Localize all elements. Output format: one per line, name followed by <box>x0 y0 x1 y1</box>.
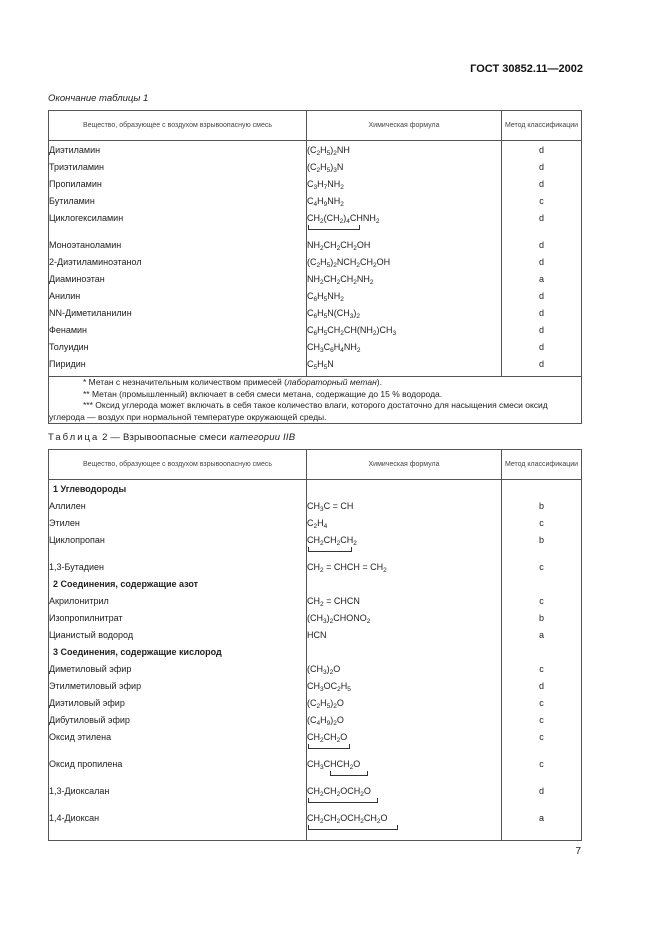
formula: $C_5H_5N$ <box>307 359 334 371</box>
table-row: 1,4-Диоксан $CH_2CH_2OCH_2CH_2O$ a <box>49 813 582 841</box>
table1-col-substance: Вещество, образующее с воздухом взрывоопасную смесь <box>49 111 307 141</box>
table2-col-substance: Вещество, образующее с воздухом взрывоопасную смесь <box>49 450 307 480</box>
formula: $CH_2CH_2CH_2$ <box>307 535 357 549</box>
table-row: Диметиловый эфир $(CH_3)_2O$ c <box>49 664 582 681</box>
formula: $(C_4H_9)_2O$ <box>307 715 344 727</box>
table-row: 1,3-Бутадиен $CH_2$ = CHCH = $CH_2$ c <box>49 562 582 579</box>
formula: $NH_2CH_2CH_2NH_2$ <box>307 274 374 286</box>
table2-col-method: Метод классификации <box>502 450 582 480</box>
formula: $(CH_3)_2CHONO_2$ <box>307 613 371 625</box>
table1-col-formula: Химическая формула <box>307 111 502 141</box>
table2-col-formula: Химическая формула <box>307 450 502 480</box>
formula: $(C_2H_5)_2NH$ <box>307 145 350 157</box>
table-row: Оксид пропилена $CH_3CHCH_2O$ c <box>49 759 582 786</box>
table-row: Изопропилнитрат $(CH_3)_2CHONO_2$ b <box>49 613 582 630</box>
table2-caption: Таблица 2 — Взрывоопасные смеси категории IIB <box>48 432 296 443</box>
table-row: Моноэтаноламин $NH_2CH_2CH_2OH$ d <box>49 240 582 257</box>
section-row: 3 Соединения, содержащие кислород <box>49 647 582 664</box>
table2 <box>48 449 582 841</box>
table-row: Этилен $C_2H_4$ c <box>49 518 582 535</box>
formula: $CH_3C$ = CH <box>307 501 354 513</box>
table1-notes: * Метан с незначительным количеством примесей (лабораторный метан). ** Метан (промышленный) включает в себя смеси метана, содержащие до 15 % водорода. *** Оксид углерода может включать в себя такое количество влаги, которого достаточно для насыщения смеси оксид углерода — воздух при нормальной температуре окружающей среды. <box>49 377 582 424</box>
table-row: Анилин $C_6H_5NH_2$ d <box>49 291 582 308</box>
table-row: Диэтиламин $(C_2H_5)_2NH$ d <box>49 141 582 163</box>
table-row: Акрилонитрил $CH_2$ = CHCN c <box>49 596 582 613</box>
table-row: Этилметиловый эфир $CH_3OC_2H_5$ d <box>49 681 582 698</box>
table-row: Дибутиловый эфир $(C_4H_9)_2O$ c <box>49 715 582 732</box>
formula: $C_4H_9NH_2$ <box>307 196 344 208</box>
table1-caption: Окончание таблицы 1 <box>48 93 149 104</box>
formula: $NH_2CH_2CH_2OH$ <box>307 240 371 252</box>
document-header: ГОСТ 30852.11—2002 <box>470 63 583 75</box>
formula: $(C_2H_5)_2NCH_2CH_2OH$ <box>307 257 391 269</box>
formula: $CH_3C_6H_4NH_2$ <box>307 342 361 354</box>
formula: $CH_2$ = CHCN <box>307 596 360 608</box>
formula: $CH_3CHCH_2O$ <box>307 759 360 773</box>
formula: $(C_2H_5)_2O$ <box>307 698 344 710</box>
formula: $C_6H_5N(CH_3)_2$ <box>307 308 360 320</box>
table1 <box>48 110 582 424</box>
table-row: Диэтиловый эфир $(C_2H_5)_2O$ c <box>49 698 582 715</box>
formula: $CH_2CH_2OCH_2O$ <box>307 786 371 800</box>
section-row: 1 Углеводороды <box>49 480 582 502</box>
formula: $(CH_3)_2O$ <box>307 664 341 676</box>
page-number: 7 <box>575 846 581 857</box>
table-row: Пиридин $C_5H_5N$ d <box>49 359 582 377</box>
table-row: 2-Диэтиламиноэтанол $(C_2H_5)_2NCH_2CH_2OH$ d <box>49 257 582 274</box>
table-row: 1,3-Диоксалан $CH_2CH_2OCH_2O$ d <box>49 786 582 813</box>
table-row: Фенамин $C_6H_5CH_2CH(NH_2)CH_3$ d <box>49 325 582 342</box>
table-row: Толуидин $CH_3C_6H_4NH_2$ d <box>49 342 582 359</box>
table-row: Пропиламин $C_3H_7NH_2$ d <box>49 179 582 196</box>
table-row: Оксид этилена $CH_2CH_2O$ c <box>49 732 582 759</box>
table-row: Бутиламин $C_4H_9NH_2$ c <box>49 196 582 213</box>
table-row: Триэтиламин $(C_2H_5)_3N$ d <box>49 162 582 179</box>
table-row: Циклогексиламин $CH_2(CH_2)_4CHNH_2$ d <box>49 213 582 240</box>
table1-col-method: Метод классификации <box>502 111 582 141</box>
formula: $C_3H_7NH_2$ <box>307 179 344 191</box>
formula: $C_6H_5NH_2$ <box>307 291 344 303</box>
formula: $CH_2(CH_2)_4CHNH_2$ <box>307 213 380 227</box>
formula: $CH_2CH_2O$ <box>307 732 347 746</box>
section-row: 2 Соединения, содержащие азот <box>49 579 582 596</box>
formula: $C_2H_4$ <box>307 518 328 530</box>
table-row: Аллилен $CH_3C$ = CH b <box>49 501 582 518</box>
formula: $C_6H_5CH_2CH(NH_2)CH_3$ <box>307 325 397 337</box>
formula: $(C_2H_5)_3N$ <box>307 162 344 174</box>
table-row: Цианистый водород HCN a <box>49 630 582 647</box>
formula: $CH_2$ = CHCH = $CH_2$ <box>307 562 387 574</box>
formula: HCN <box>307 630 327 640</box>
table-row: NN-Диметиланилин $C_6H_5N(CH_3)_2$ d <box>49 308 582 325</box>
table-row: Диаминоэтан $NH_2CH_2CH_2NH_2$ a <box>49 274 582 291</box>
table-row: Циклопропан $CH_2CH_2CH_2$ b <box>49 535 582 562</box>
formula: $CH_2CH_2OCH_2CH_2O$ <box>307 813 388 827</box>
formula: $CH_3OC_2H_5$ <box>307 681 351 693</box>
